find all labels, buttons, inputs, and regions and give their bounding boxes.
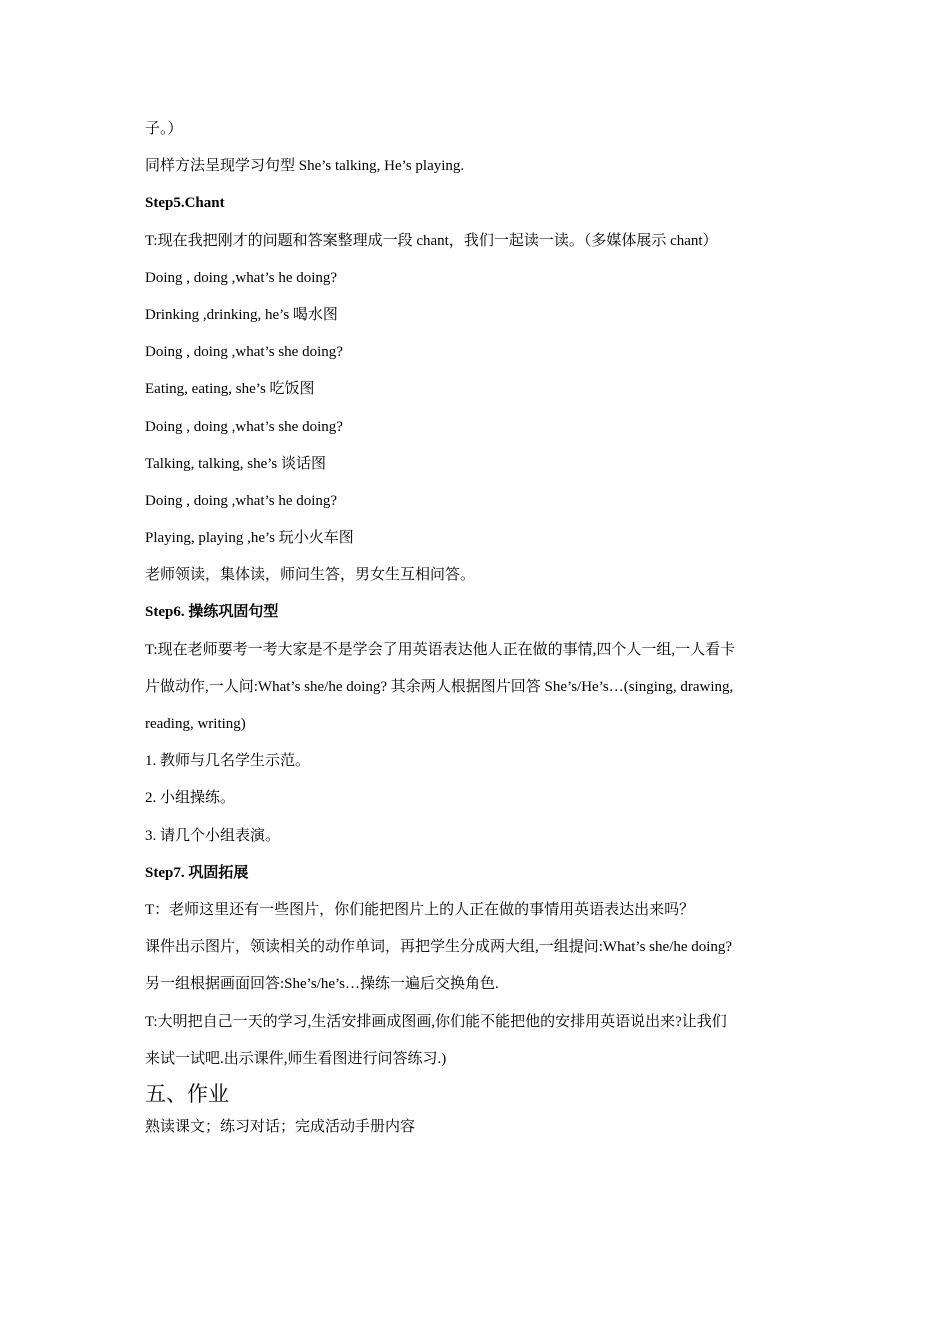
chant-line: Drinking ,drinking, he’s 喝水图: [145, 306, 338, 323]
document-body: [145, 118, 815, 1153]
chant-line: Doing , doing ,what’s she doing?: [145, 344, 343, 361]
step6-text-line: reading, writing): [145, 716, 246, 732]
step7-text-line: 来试一试吧.出示课件,师生看图进行问答练习.): [145, 1050, 447, 1067]
reading-practice: 老师领读，集体读，师问生答，男女生互相问答。: [145, 567, 476, 584]
step5-heading: Step5.Chant: [145, 195, 225, 212]
step7-text-line: 课件出示图片，领读相关的动作单词，再把学生分成两大组,一组提问:What’s she/he doing?: [145, 939, 733, 956]
paragraph-continuation: 子。）: [145, 121, 183, 137]
chant-line: Eating, eating, she’s 吃饭图: [145, 381, 315, 398]
homework-text: 熟读课文；练习对话；完成活动手册内容: [145, 1118, 416, 1135]
chant-line: Doing , doing ,what’s he doing?: [145, 269, 338, 286]
step7-text-line: T:大明把自己一天的学习,生活安排画成图画,你们能不能把他的安排用英语说出来?让我们: [145, 1013, 727, 1030]
paragraph-present-sentences: 同样方法呈现学习句型 She’s talking, He’s playing.: [145, 158, 465, 175]
step6-text-line: T:现在老师要考一考大家是不是学会了用英语表达他人正在做的事情,四个人一组,一人看卡: [145, 641, 736, 658]
homework-heading: 五、作业: [145, 1081, 229, 1106]
step6-heading: Step6. 操练巩固句型: [145, 604, 279, 621]
chant-line: Doing , doing ,what’s she doing?: [145, 418, 343, 435]
step7-question: T：老师这里还有一些图片，你们能把图片上的人正在做的事情用英语表达出来吗？: [145, 901, 695, 918]
list-item: 2. 小组操练。: [145, 790, 236, 807]
chant-line: Doing , doing ,what’s he doing?: [145, 492, 338, 509]
step7-text-line: 另一组根据画面回答:She’s/he’s…操练一遍后交换角色.: [145, 976, 499, 993]
chant-intro: T:现在我把刚才的问题和答案整理成一段 chant，我们一起读一读。（多媒体展示 chant）: [145, 232, 718, 249]
chant-line: Talking, talking, she’s 谈话图: [145, 455, 327, 472]
list-item: 3. 请几个小组表演。: [145, 827, 281, 844]
chant-line: Playing, playing ,he’s 玩小火车图: [145, 530, 354, 547]
list-item: 1. 教师与几名学生示范。: [145, 753, 311, 770]
step6-text-line: 片做动作,一人问:What’s she/he doing? 其余两人根据图片回答 She’s/He’s…(singing, drawing,: [145, 678, 734, 695]
step7-heading: Step7. 巩固拓展: [145, 864, 249, 881]
